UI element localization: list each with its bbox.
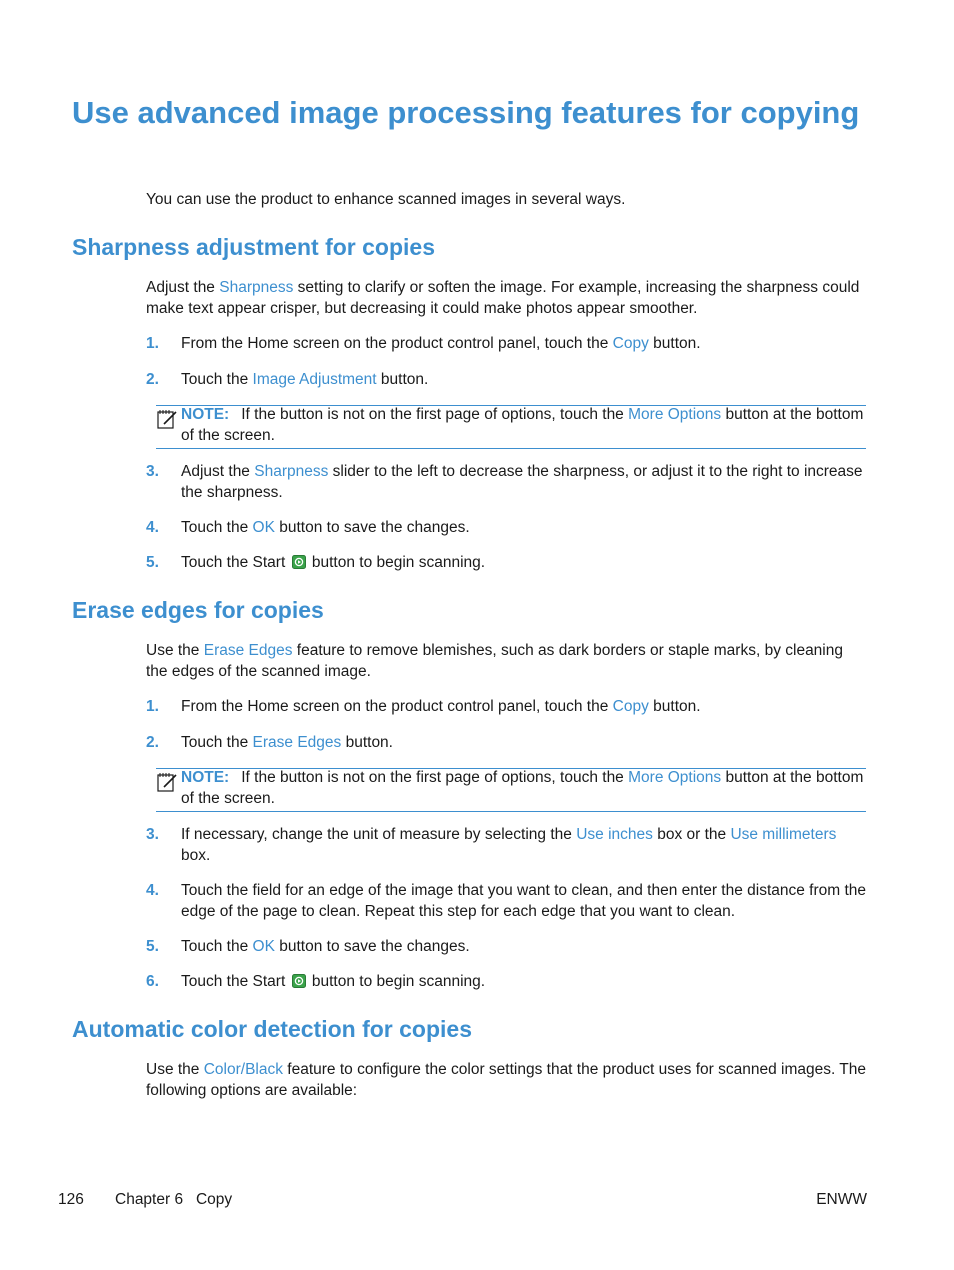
list-item: 1. From the Home screen on the product control panel, touch the Copy button. (146, 698, 701, 715)
step-number: 4. (146, 882, 159, 899)
step-number: 3. (146, 463, 159, 480)
step-number: 5. (146, 938, 159, 955)
ui-term: OK (252, 938, 275, 955)
note-label: NOTE: (181, 769, 230, 786)
list-item: 4. Touch the OK button to save the changes. (146, 519, 470, 536)
list-item: 5. Touch the Start button to begin scanning. (146, 554, 486, 571)
list-item: 2. Touch the Erase Edges button. (146, 734, 393, 751)
erase-paragraph: Use the Erase Edges feature to remove blemishes, such as dark borders or staple marks, by cleaning the edges of the scanned image. (146, 642, 843, 680)
section-heading-erase-edges: Erase edges for copies (72, 597, 324, 623)
list-item: 3. If necessary, change the unit of measure by selecting the Use inches box or the Use millimeters box. (146, 826, 837, 864)
ui-term: OK (252, 519, 275, 536)
start-button-icon (292, 555, 306, 569)
list-item: 1. From the Home screen on the product control panel, touch the Copy button. (146, 335, 701, 352)
footer-code: ENWW (816, 1191, 867, 1208)
ui-term: Sharpness (254, 463, 329, 480)
note-icon (156, 408, 178, 430)
start-button-icon (292, 974, 306, 988)
step-number: 2. (146, 734, 159, 751)
ui-term: More Options (628, 769, 722, 786)
ui-term: Erase Edges (252, 734, 342, 751)
ui-term: Image Adjustment (252, 371, 377, 388)
list-item: 6. Touch the Start button to begin scanning. (146, 973, 486, 990)
ui-term: Use millimeters (730, 826, 837, 843)
ui-term: More Options (628, 406, 722, 423)
ui-term: Color/Black (203, 1061, 283, 1078)
ui-term: Erase Edges (203, 642, 293, 659)
step-number: 5. (146, 554, 159, 571)
ui-term: Use inches (576, 826, 653, 843)
sharpness-paragraph: Adjust the Sharpness setting to clarify or soften the image. For example, increasing the sharpness could make text appear crisper, but decreasing it could make photos appear smoother. (146, 279, 860, 317)
note-label: NOTE: (181, 406, 230, 423)
page-title: Use advanced image processing features for copying (72, 95, 860, 130)
section-heading-sharpness: Sharpness adjustment for copies (72, 234, 435, 260)
note-box (156, 405, 866, 449)
note-text: NOTE: If the button is not on the first page of options, touch the More Options button at the bottom of the screen. (181, 769, 864, 807)
chapter-label: Chapter 6 Copy (115, 1191, 233, 1208)
intro-paragraph: You can use the product to enhance scanned images in several ways. (146, 191, 626, 208)
note-text: NOTE: If the button is not on the first page of options, touch the More Options button at the bottom of the screen. (181, 406, 864, 444)
step-number: 4. (146, 519, 159, 536)
step-number: 3. (146, 826, 159, 843)
list-item: 3. Adjust the Sharpness slider to the left to decrease the sharpness, or adjust it to the right to increase the sharpness. (146, 463, 863, 501)
ui-term: Copy (612, 698, 649, 715)
list-item: 4. Touch the field for an edge of the image that you want to clean, and then enter the distance from the edge of the page to clean. Repeat this step for each edge that you want to clean. (146, 882, 867, 920)
step-number: 1. (146, 698, 159, 715)
section-heading-color-detection: Automatic color detection for copies (72, 1016, 472, 1042)
step-number: 2. (146, 371, 159, 388)
ui-term: Copy (612, 335, 649, 352)
list-item: 2. Touch the Image Adjustment button. (146, 371, 429, 388)
note-icon (156, 771, 178, 793)
page-number: 126 (58, 1191, 84, 1208)
note-box (156, 768, 866, 812)
step-number: 6. (146, 973, 159, 990)
ui-term: Sharpness (219, 279, 294, 296)
color-paragraph: Use the Color/Black feature to configure the color settings that the product uses for scanned images. The following options are available: (146, 1061, 867, 1099)
step-number: 1. (146, 335, 159, 352)
list-item: 5. Touch the OK button to save the changes. (146, 938, 470, 955)
